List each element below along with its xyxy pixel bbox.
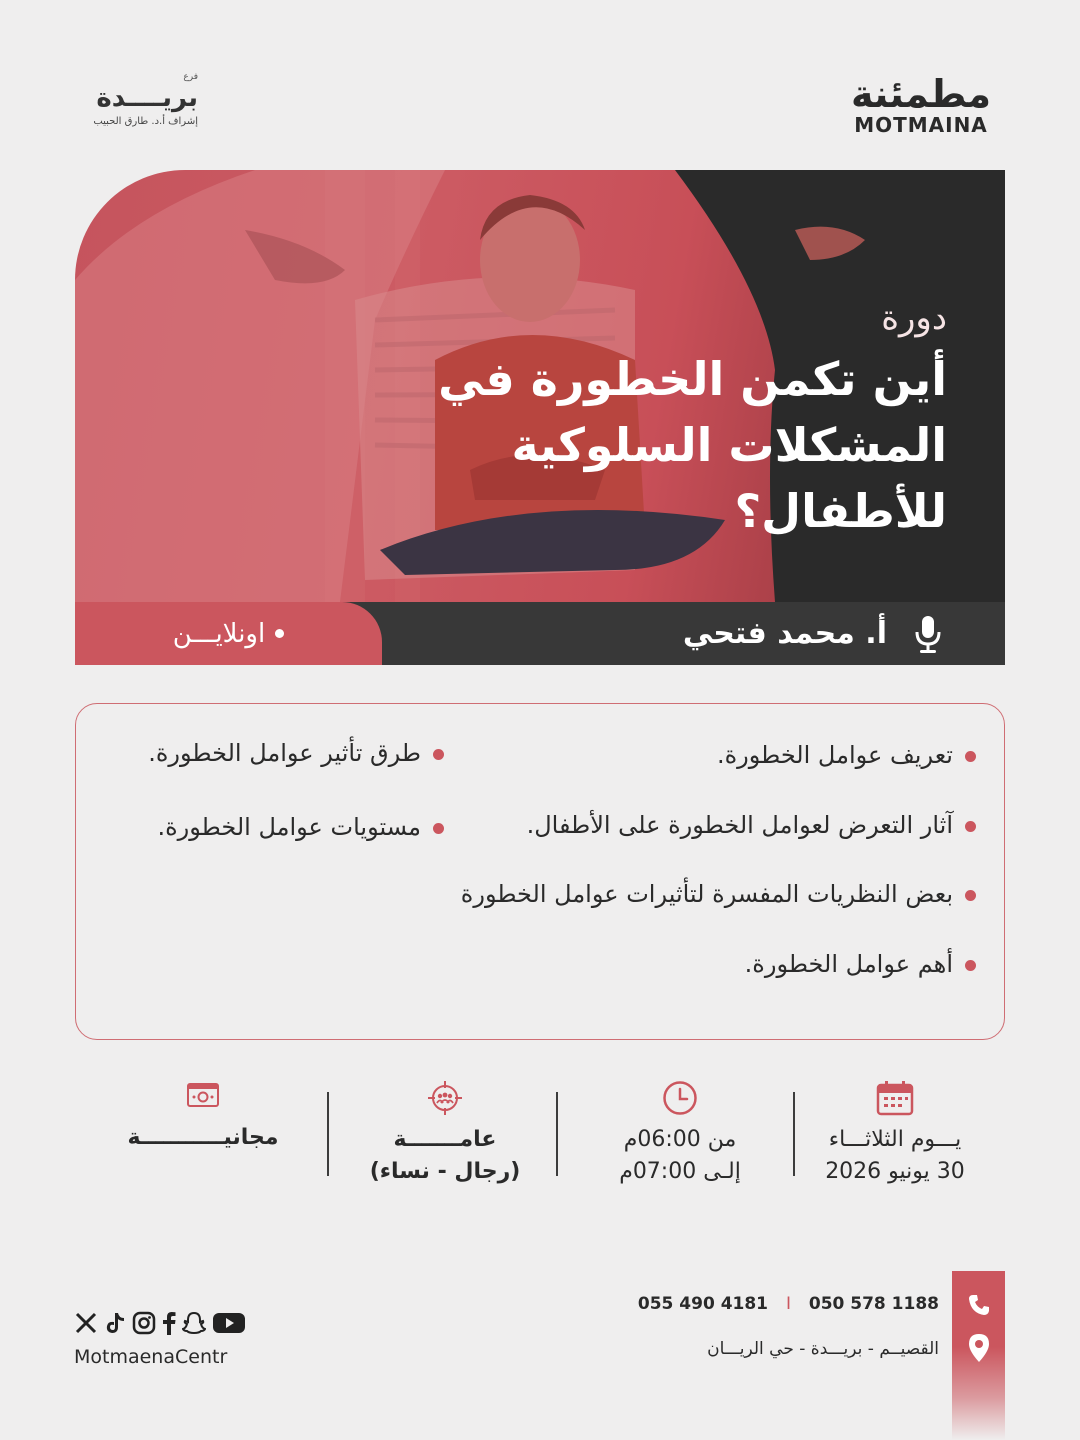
course-info-bar bbox=[75, 602, 1005, 665]
bullet-dot bbox=[433, 749, 444, 760]
topic-text: أهم عوامل الخطورة. bbox=[744, 950, 953, 978]
topic-text: تعريف عوامل الخطورة. bbox=[716, 741, 953, 769]
topic-item bbox=[717, 740, 976, 770]
clock-icon bbox=[662, 1080, 698, 1116]
address: القصيــم - بريـــدة - حي الريـــان bbox=[707, 1339, 939, 1359]
course-kicker: دورة bbox=[881, 298, 947, 338]
x-icon[interactable] bbox=[74, 1311, 98, 1335]
divider bbox=[556, 1092, 558, 1176]
phone-number[interactable]: 050 578 1188 bbox=[808, 1294, 939, 1314]
course-title-line: للأطفال؟ bbox=[734, 484, 947, 538]
presenter-name: أ. محمد فتحي bbox=[682, 616, 887, 651]
course-mode: اونلايـــن bbox=[172, 618, 266, 649]
phone-number[interactable]: 055 490 4181 bbox=[637, 1294, 769, 1314]
time-to: إلـى 07:00م bbox=[619, 1159, 741, 1184]
branch-supervision: إشراف أ.د. طارق الحبيب bbox=[93, 116, 198, 127]
topic-item bbox=[148, 738, 444, 768]
topic-text: آثار التعرض لعوامل الخطورة على الأطفال. bbox=[526, 811, 953, 839]
hero-banner bbox=[75, 170, 1005, 602]
bullet-dot bbox=[965, 821, 976, 832]
social-icons bbox=[74, 1311, 246, 1335]
detail-price bbox=[118, 1080, 288, 1154]
social-handle[interactable]: MotmaenaCentr bbox=[74, 1346, 228, 1368]
brand-name-ar: مطمئنة bbox=[850, 72, 992, 116]
audience-gender: (رجال - نساء) bbox=[369, 1159, 521, 1184]
topic-item bbox=[745, 949, 976, 979]
brand-logo bbox=[836, 74, 1006, 136]
bullet-dot bbox=[433, 823, 444, 834]
phone-numbers bbox=[638, 1294, 939, 1314]
detail-time bbox=[595, 1080, 765, 1188]
calendar-icon bbox=[876, 1080, 914, 1116]
contact-strip bbox=[952, 1271, 1005, 1440]
detail-date bbox=[810, 1080, 980, 1188]
phone-icon bbox=[967, 1293, 991, 1317]
bullet-dot bbox=[965, 960, 976, 971]
topic-item bbox=[527, 810, 976, 840]
snapchat-icon[interactable] bbox=[182, 1311, 206, 1335]
bullet-dot bbox=[965, 890, 976, 901]
branch-tag: فرع bbox=[183, 72, 198, 82]
topic-text: طرق تأثير عوامل الخطورة. bbox=[148, 739, 421, 767]
divider bbox=[327, 1092, 329, 1176]
bullet-dot bbox=[965, 751, 976, 762]
microphone-icon bbox=[913, 614, 943, 654]
course-title-line: المشكلات السلوكية bbox=[511, 418, 947, 472]
topic-item bbox=[157, 812, 444, 842]
bullet-dot bbox=[275, 629, 284, 638]
hero-text bbox=[427, 298, 947, 544]
date-day: يـــوم الثلاثـــاء bbox=[828, 1127, 962, 1152]
facebook-icon[interactable] bbox=[162, 1311, 176, 1335]
money-icon bbox=[186, 1080, 220, 1110]
instagram-icon[interactable] bbox=[132, 1311, 156, 1335]
price-value: مجانيـــــــــــة bbox=[127, 1125, 279, 1150]
detail-audience bbox=[360, 1080, 530, 1188]
course-title-line: أين تكمن الخطورة في bbox=[438, 352, 947, 406]
course-title bbox=[427, 346, 947, 544]
date-value: 30 يونيو 2026 bbox=[825, 1159, 965, 1184]
time-from: من 06:00م bbox=[623, 1127, 737, 1152]
phone-separator: I bbox=[785, 1294, 791, 1314]
brand-name-en: MOTMAINA bbox=[854, 113, 988, 137]
audience-type: عامـــــــة bbox=[393, 1127, 497, 1152]
presenter bbox=[683, 602, 943, 665]
topic-item bbox=[461, 879, 976, 909]
youtube-icon[interactable] bbox=[212, 1311, 246, 1335]
audience-target-icon bbox=[427, 1080, 463, 1116]
course-mode-badge bbox=[75, 602, 382, 665]
branch-name: بريــــدة bbox=[96, 83, 198, 113]
topic-text: بعض النظريات المفسرة لتأثيرات عوامل الخطورة bbox=[460, 880, 953, 908]
tiktok-icon[interactable] bbox=[104, 1311, 126, 1335]
topics-box bbox=[75, 703, 1005, 1040]
topic-text: مستويات عوامل الخطورة. bbox=[157, 813, 421, 841]
branch-logo bbox=[74, 72, 198, 130]
divider bbox=[793, 1092, 795, 1176]
location-pin-icon bbox=[967, 1333, 991, 1363]
